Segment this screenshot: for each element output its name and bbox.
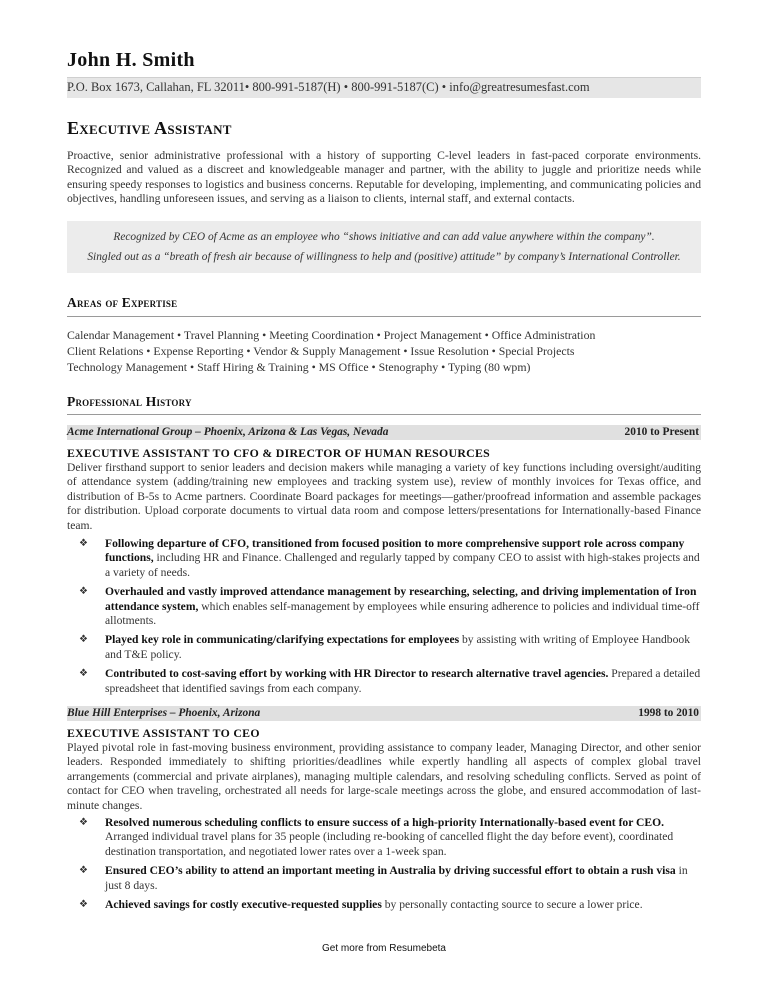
achievement-highlight: Resolved numerous scheduling conflicts to ensure success of a high-priority Internationally-based event for CEO. xyxy=(105,816,665,829)
job-header xyxy=(67,706,701,721)
achievement-detail: by personally contacting source to secure a lower price. xyxy=(381,898,643,912)
job-achievements xyxy=(67,537,701,701)
expertise-line: Technology Management • Staff Hiring & Training • MS Office • Stenography • Typing (80 wpm) xyxy=(67,360,531,374)
expertise-divider xyxy=(67,316,701,317)
diamond-bullet-icon: ❖ xyxy=(79,668,88,680)
achievement-item xyxy=(67,898,701,912)
history-title: Professional History xyxy=(67,394,192,409)
job-description: Deliver firsthand support to senior leaders and decision makers while managing a variety of key functions including oversight/auditing of attendance system (adding/training new employees and tracking system use), review of monthly invoices for Texas office, and distribution of B-5s to Acme partners. Coordinate Board packages for meetings—gather/proofread information and assemble packages for distribution. Upload corporate documents to virtual data room and compose letters/presentations for Internationally-based Finance team. xyxy=(67,461,701,532)
candidate-name: John H. Smith xyxy=(67,49,195,71)
contact-info: P.O. Box 1673, Callahan, FL 32011• 800-991-5187(H) • 800-991-5187(C) • info@greatresumesfast.com xyxy=(67,80,590,94)
achievement-item xyxy=(67,633,701,662)
achievement-detail: in just 8 days. xyxy=(105,864,688,892)
achievement-highlight: Played key role in communicating/clarifying expectations for employees xyxy=(105,633,460,647)
quote-2: Singled out as a “breath of fresh air because of willingness to help and (positive) attitude” by company’s International Controller. xyxy=(87,251,681,263)
expertise-list xyxy=(67,327,595,375)
job-company: Acme International Group – Phoenix, Arizona & Las Vegas, Nevada xyxy=(67,426,389,438)
diamond-bullet-icon: ❖ xyxy=(79,634,88,646)
job-company: Blue Hill Enterprises – Phoenix, Arizona xyxy=(67,707,261,719)
achievement-item xyxy=(67,585,701,628)
expertise-line: Client Relations • Expense Reporting • Vendor & Supply Management • Issue Resolution • Special Projects xyxy=(67,344,575,358)
quote-1: Recognized by CEO of Acme as an employee who “shows initiative and can add value anywhere within the company”. xyxy=(113,231,655,243)
diamond-bullet-icon: ❖ xyxy=(79,586,88,598)
diamond-bullet-icon: ❖ xyxy=(79,817,88,828)
expertise-title: Areas of Expertise xyxy=(67,295,178,310)
achievement-item xyxy=(67,864,701,893)
achievement-detail: including HR and Finance. Challenged and regularly tapped by company CEO to assist with high-stakes projects and a variety of needs. xyxy=(105,551,700,579)
summary-text: Proactive, senior administrative professional with a history of supporting C-level leaders in fast-paced corporate environments. Recognized and valued as a discreet and knowledgeable manager and partner, with the ability to juggle and prioritize needs while ensuring speedy responses to logistics and business concerns. Reputable for developing, implementing, and communicating policies and objectives, handling unforeseen issues, and serving as a liaison to clients, internal staff, and external contacts. xyxy=(67,149,701,206)
quote-box xyxy=(67,221,701,273)
achievement-detail: Arranged individual travel plans for 35 people (including re-booking of cancelled flight the day before event), coordinated destination transportation, and negotiated lower rates over a 1-week span. xyxy=(105,830,674,858)
job-achievements xyxy=(67,816,701,917)
history-divider xyxy=(67,414,701,415)
job-dates: 2010 to Present xyxy=(624,426,699,438)
achievement-highlight: Following departure of CFO, transitioned from focused position to more comprehensive support role across company functions, xyxy=(105,537,685,565)
achievement-highlight: Overhauled and vastly improved attendance management by researching, selecting, and driving implementation of Iron attendance system, xyxy=(105,585,697,613)
job-dates: 1998 to 2010 xyxy=(638,707,699,719)
summary-title: Executive Assistant xyxy=(67,118,232,138)
achievement-item xyxy=(67,816,701,859)
diamond-bullet-icon: ❖ xyxy=(79,899,88,911)
achievement-highlight: Ensured CEO’s ability to attend an important meeting in Australia by driving successful effort to obtain a rush visa xyxy=(105,864,676,878)
diamond-bullet-icon: ❖ xyxy=(79,538,88,549)
job-title: EXECUTIVE ASSISTANT TO CFO & DIRECTOR OF HUMAN RESOURCES xyxy=(67,446,491,460)
achievement-item xyxy=(67,537,701,580)
achievement-detail: which enables self-management by employees while ensuring adherence to policies and individual time-off allotments. xyxy=(105,599,700,628)
diamond-bullet-icon: ❖ xyxy=(79,865,88,877)
expertise-line: Calendar Management • Travel Planning • Meeting Coordination • Project Management • Office Administration xyxy=(67,328,596,342)
contact-bar xyxy=(67,77,701,98)
achievement-highlight: Achieved savings for costly executive-requested supplies xyxy=(105,898,382,912)
footer-link[interactable]: Get more from Resumebeta xyxy=(322,943,446,954)
achievement-item xyxy=(67,667,701,696)
achievement-detail: by assisting with writing of Employee Handbook and T&E policy. xyxy=(105,633,690,661)
job-description: Played pivotal role in fast-moving business environment, providing assistance to company leader, Managing Director, and other senior leaders. Responded immediately to shifting priorities/deadlines while expertly handling all aspects of complex global travel arrangements (commercial and private airplanes), managing multiple calendars, and resolving scheduling conflicts. Served as point of contact for CEO when traveling, orchestrated all needs for large-scale meetings across the globe, and ensured accommodation of last-minute changes. xyxy=(67,741,701,812)
achievement-highlight: Contributed to cost-saving effort by working with HR Director to research alternative travel agencies. xyxy=(105,667,609,681)
achievement-detail: Prepared a detailed spreadsheet that identified savings from each company. xyxy=(105,667,701,695)
job-header xyxy=(67,425,701,440)
job-title: EXECUTIVE ASSISTANT TO CEO xyxy=(67,726,260,740)
